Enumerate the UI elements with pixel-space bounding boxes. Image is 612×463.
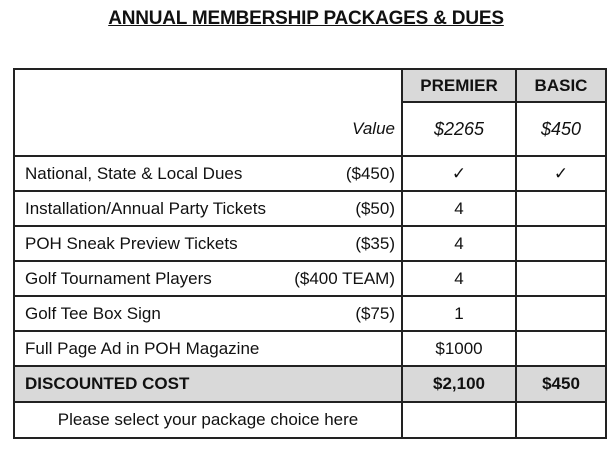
feature-row — [14, 261, 606, 296]
basic-header: BASIC — [516, 69, 606, 102]
premier-select-cell[interactable] — [402, 402, 516, 438]
feature-price: ($75) — [355, 303, 395, 323]
feature-price: ($400 TEAM) — [294, 268, 395, 288]
premier-checkmark-icon: ✓ — [402, 156, 516, 191]
feature-label: Golf Tee Box Sign — [25, 303, 161, 323]
value-row — [14, 102, 606, 156]
basic-quantity — [516, 296, 606, 331]
premier-quantity: 4 — [402, 191, 516, 226]
basic-quantity — [516, 191, 606, 226]
value-label: Value — [14, 102, 402, 156]
select-prompt: Please select your package choice here — [14, 402, 402, 438]
basic-quantity — [516, 261, 606, 296]
feature-row — [14, 331, 606, 366]
feature-label: Installation/Annual Party Tickets — [25, 198, 266, 218]
feature-label: POH Sneak Preview Tickets — [25, 233, 238, 253]
feature-price: ($450) — [345, 163, 395, 183]
basic-checkmark-icon: ✓ — [516, 156, 606, 191]
feature-row — [14, 191, 606, 226]
packages-table — [13, 68, 607, 439]
basic-quantity — [516, 331, 606, 366]
page-title: ANNUAL MEMBERSHIP PACKAGES & DUES — [108, 8, 504, 29]
premier-quantity: 4 — [402, 261, 516, 296]
feature-price: ($50) — [355, 198, 395, 218]
discounted-cost-label: DISCOUNTED COST — [14, 366, 402, 402]
feature-label: Full Page Ad in POH Magazine — [25, 338, 260, 358]
basic-quantity — [516, 226, 606, 261]
feature-label: National, State & Local Dues — [25, 163, 243, 183]
basic-cost: $450 — [516, 366, 606, 402]
premier-value: $2265 — [402, 102, 516, 156]
premier-cost: $2,100 — [402, 366, 516, 402]
feature-row — [14, 226, 606, 261]
premier-quantity: 1 — [402, 296, 516, 331]
header-row — [14, 69, 606, 102]
basic-select-cell[interactable] — [516, 402, 606, 438]
feature-row — [14, 296, 606, 331]
selection-row — [14, 402, 606, 438]
premier-header: PREMIER — [402, 69, 516, 102]
header-blank-cell — [14, 69, 402, 102]
premier-quantity: 4 — [402, 226, 516, 261]
basic-value: $450 — [516, 102, 606, 156]
discounted-cost-row — [14, 366, 606, 402]
feature-price: ($35) — [355, 233, 395, 253]
feature-label: Golf Tournament Players — [25, 268, 212, 288]
feature-row — [14, 156, 606, 191]
premier-quantity: $1000 — [402, 331, 516, 366]
